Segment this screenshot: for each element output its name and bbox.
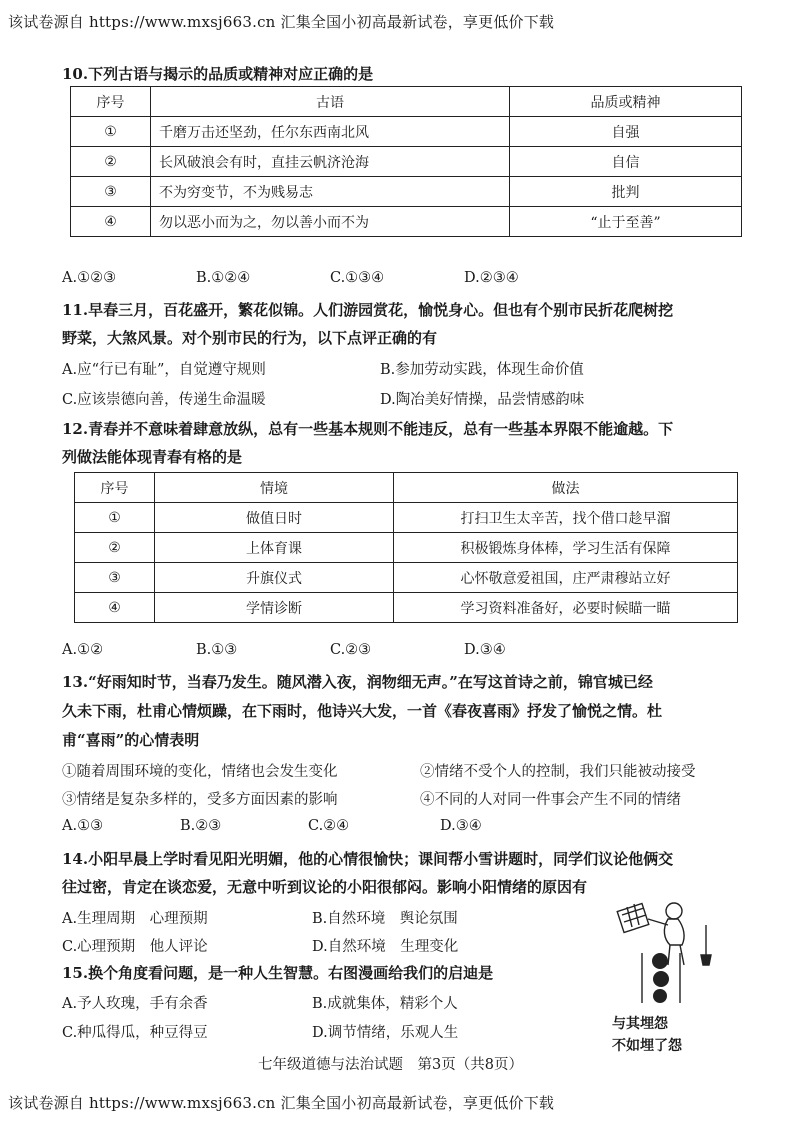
table-cell: 学情诊断: [155, 593, 394, 623]
table-cell: ④: [71, 207, 151, 237]
table-row: [75, 593, 738, 623]
table-header-cell: 品质或精神: [510, 87, 742, 117]
question-12-stem-line2: 列做法能体现青春有格的是: [62, 448, 243, 466]
comic-illustration: [612, 895, 732, 1065]
option-d[interactable]: D.③④: [464, 642, 506, 658]
table-cell: 自强: [510, 117, 742, 147]
table-row: [75, 563, 738, 593]
table-cell: 不为穷变节，不为贱易志: [151, 177, 510, 207]
table-row: [75, 533, 738, 563]
statement-item: ④不同的人对同一件事会产生不同的情绪: [420, 792, 681, 808]
question-14-stem-line1: 14.小阳早晨上学时看见阳光明媚，他的心情很愉快；课间帮小雪讲题时，同学们议论他俩交: [62, 850, 674, 868]
option-c[interactable]: C.种瓜得瓜，种豆得豆: [62, 1025, 208, 1041]
table-cell: 上体育课: [155, 533, 394, 563]
table-cell: 自信: [510, 147, 742, 177]
table-cell: ④: [75, 593, 155, 623]
option-c[interactable]: C.①③④: [330, 270, 385, 286]
statement-item: ①随着周围环境的变化，情绪也会发生变化: [62, 764, 338, 780]
table-row: [71, 207, 742, 237]
comic-caption-line1: 与其埋怨: [612, 1016, 668, 1032]
comic-caption-line2: 不如埋了怨: [612, 1038, 682, 1054]
table-header-cell: 做法: [394, 473, 738, 503]
page-footer: 七年级道德与法治试题 第3页（共8页）: [258, 1057, 523, 1073]
question-12-stem-line1: 12.青春并不意味着肆意放纵，总有一些基本规则不能违反，总有一些基本界限不能逾越。下: [62, 420, 674, 438]
question-13-stem-line2: 久未下雨，杜甫心情烦躁，在下雨时，他诗兴大发，一首《春夜喜雨》抒发了愉悦之情。杜: [62, 702, 663, 720]
table-header-row: [71, 87, 742, 117]
statement-item: ②情绪不受个人的控制，我们只能被动接受: [420, 764, 696, 780]
option-b[interactable]: B.成就集体，精彩个人: [312, 996, 458, 1012]
table-row: [71, 117, 742, 147]
table-cell: 学习资料准备好，必要时候瞄一瞄: [394, 593, 738, 623]
option-d[interactable]: D.自然环境 生理变化: [312, 939, 459, 955]
option-a[interactable]: A.予人玫瑰，手有余香: [62, 996, 208, 1012]
table-cell: 打扫卫生太辛苦，找个借口趁早溜: [394, 503, 738, 533]
table-cell: ②: [75, 533, 155, 563]
table-cell: 积极锻炼身体棒，学习生活有保障: [394, 533, 738, 563]
question-11-stem-line2: 野菜，大煞风景。对个别市民的行为，以下点评正确的有: [62, 329, 438, 347]
table-header-row: [75, 473, 738, 503]
option-d[interactable]: D.②③④: [464, 270, 519, 286]
option-c[interactable]: C.②③: [330, 642, 372, 658]
option-c[interactable]: C.应该崇德向善，传递生命温暖: [62, 392, 266, 408]
option-b[interactable]: B.①③: [196, 642, 238, 658]
option-a[interactable]: A.①③: [62, 818, 104, 834]
option-d[interactable]: D.陶冶美好情操，品尝情感韵味: [380, 392, 585, 408]
person-burying-basket-icon: [612, 895, 732, 1005]
table-cell: 升旗仪式: [155, 563, 394, 593]
option-b[interactable]: B.①②④: [196, 270, 251, 286]
question-13-stem-line3: 甫“喜雨”的心情表明: [62, 731, 200, 749]
option-d[interactable]: D.③④: [440, 818, 482, 834]
table-row: [71, 147, 742, 177]
table-cell: ②: [71, 147, 151, 177]
table-cell: ①: [71, 117, 151, 147]
option-a[interactable]: A.应“行已有耻”，自觉遵守规则: [62, 362, 266, 378]
option-a[interactable]: A.①②③: [62, 270, 117, 286]
option-b[interactable]: B.自然环境 舆论氛围: [312, 911, 458, 927]
table-header-cell: 序号: [75, 473, 155, 503]
table-header-cell: 古语: [151, 87, 510, 117]
source-banner-top: 该试卷源自 https://www.mxsj663.cn 汇集全国小初高最新试卷，享更低价下载: [8, 13, 555, 31]
table-header-cell: 情境: [155, 473, 394, 503]
question-10-stem: 10.下列古语与揭示的品质或精神对应正确的是: [62, 65, 374, 83]
option-a[interactable]: A.生理周期 心理预期: [62, 911, 208, 927]
option-a[interactable]: A.①②: [62, 642, 104, 658]
table-cell: ③: [71, 177, 151, 207]
table-cell: “止于至善”: [510, 207, 742, 237]
table-row: [75, 503, 738, 533]
table-cell: ③: [75, 563, 155, 593]
option-c[interactable]: C.②④: [308, 818, 350, 834]
question-15-stem: 15.换个角度看问题，是一种人生智慧。右图漫画给我们的启迪是: [62, 964, 494, 982]
table-cell: 长风破浪会有时，直挂云帆济沧海: [151, 147, 510, 177]
table-cell: 勿以恶小而为之，勿以善小而不为: [151, 207, 510, 237]
table-row: [71, 177, 742, 207]
question-10-table: [70, 86, 742, 237]
table-cell: ①: [75, 503, 155, 533]
table-cell: 批判: [510, 177, 742, 207]
table-cell: 心怀敬意爱祖国，庄严肃穆站立好: [394, 563, 738, 593]
question-14-stem-line2: 往过密，肯定在谈恋爱，无意中听到议论的小阳很郁闷。影响小阳情绪的原因有: [62, 878, 588, 896]
table-cell: 做值日时: [155, 503, 394, 533]
table-header-cell: 序号: [71, 87, 151, 117]
question-13-stem-line1: 13.“好雨知时节，当春乃发生。随风潜入夜，润物细无声。”在写这首诗之前，锦官城已经: [62, 673, 653, 691]
statement-item: ③情绪是复杂多样的，受多方面因素的影响: [62, 792, 338, 808]
source-banner-bottom: 该试卷源自 https://www.mxsj663.cn 汇集全国小初高最新试卷，享更低价下载: [8, 1094, 555, 1112]
table-cell: 千磨万击还坚劲，任尔东西南北风: [151, 117, 510, 147]
question-11-stem-line1: 11.早春三月，百花盛开，繁花似锦。人们游园赏花，愉悦身心。但也有个别市民折花爬树挖: [62, 301, 674, 319]
option-b[interactable]: B.参加劳动实践，体现生命价值: [380, 362, 584, 378]
question-12-table: [74, 472, 738, 623]
option-d[interactable]: D.调节情绪，乐观人生: [312, 1025, 459, 1041]
option-b[interactable]: B.②③: [180, 818, 222, 834]
option-c[interactable]: C.心理预期 他人评论: [62, 939, 208, 955]
